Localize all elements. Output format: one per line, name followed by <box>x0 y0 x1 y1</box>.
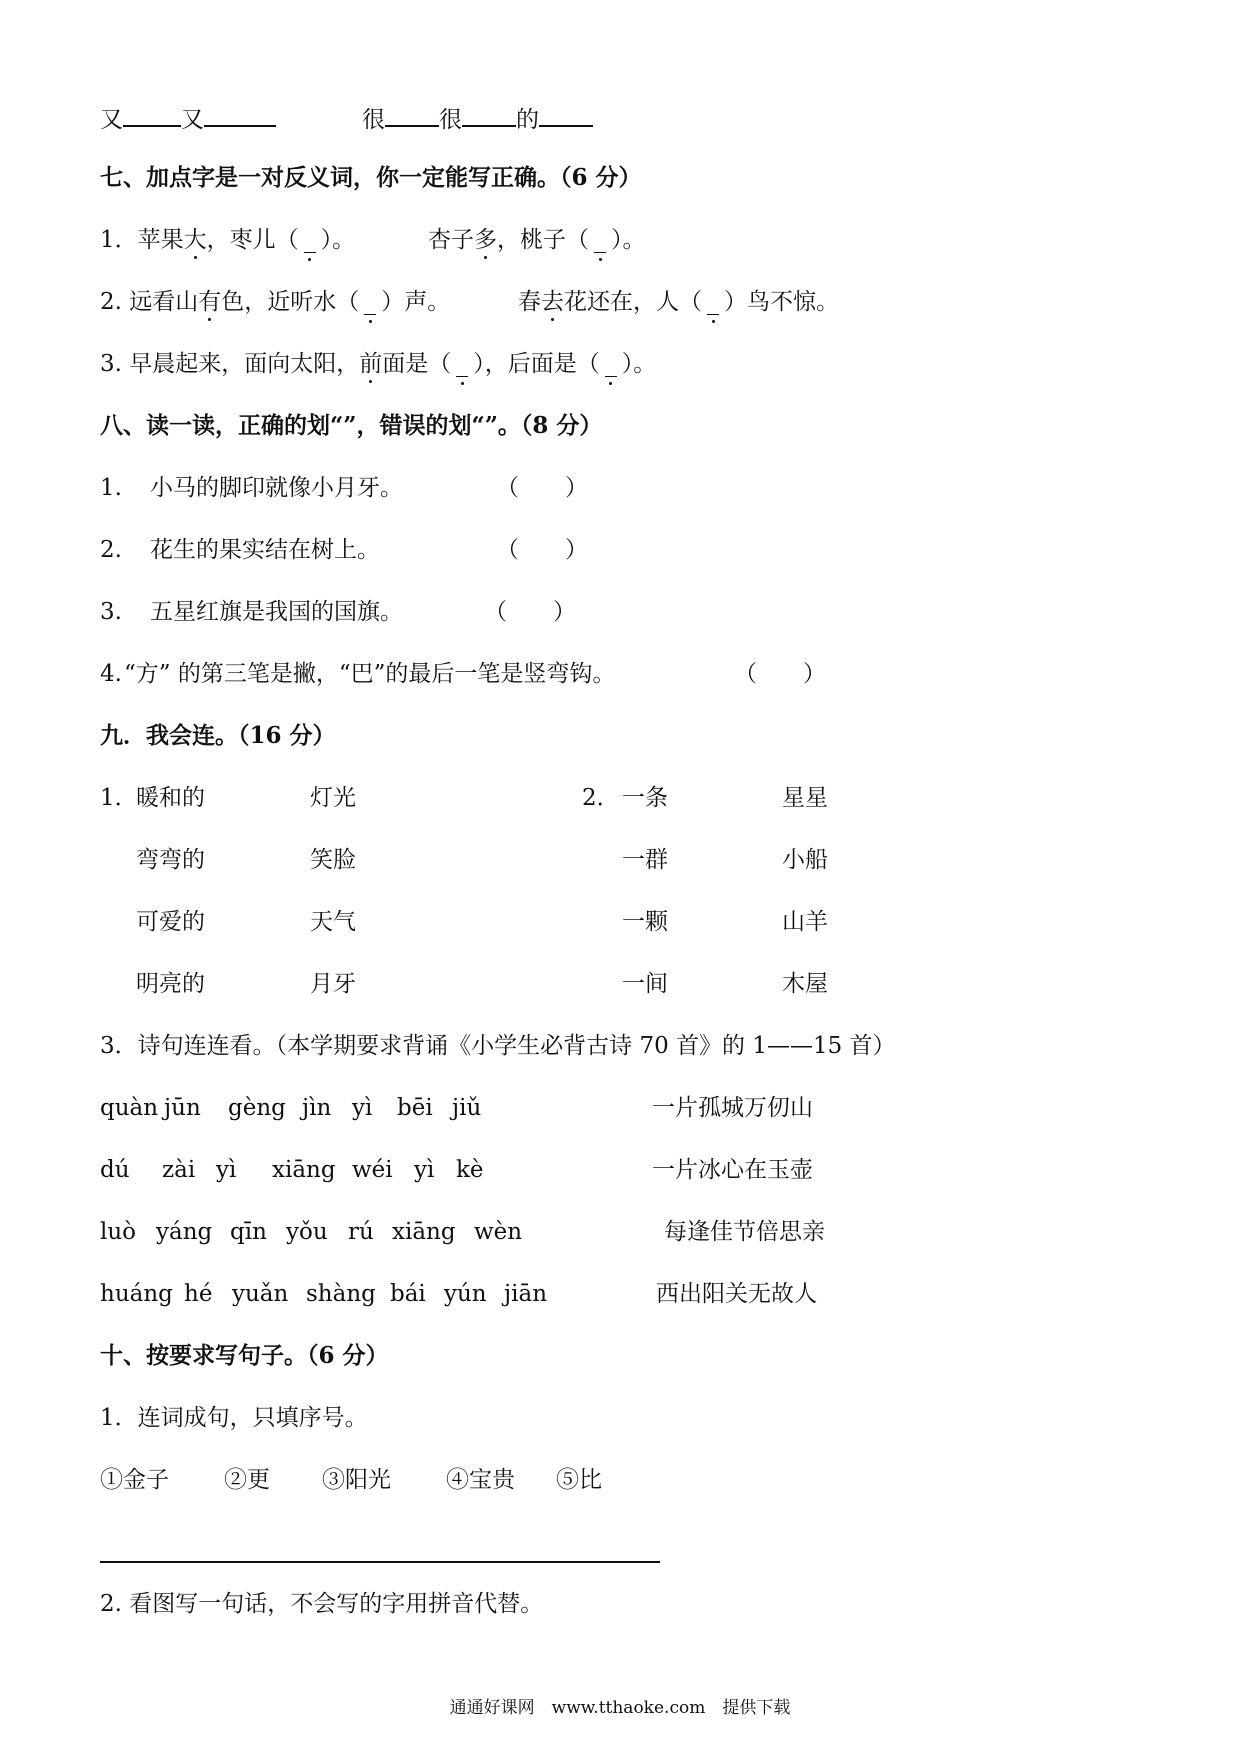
s8-item-number: 3. <box>100 599 122 625</box>
match-right-word[interactable]: 笑脸 <box>310 847 356 873</box>
text: 杏子 <box>428 227 474 253</box>
pinyin-syllable: gèng <box>228 1095 286 1121</box>
q-number: 2. <box>100 289 122 315</box>
poem-match-instruction: 3．诗句连连看。（本学期要求背诵《小学生必背古诗 70 首》的 1——15 首） <box>100 1033 896 1059</box>
section-8-title: 八、读一读，正确的划“”，错误的划“”。（8 分） <box>100 412 603 439</box>
match-right-word[interactable]: 天气 <box>310 909 356 935</box>
blank-1[interactable] <box>123 103 181 127</box>
match-left-word[interactable]: 一条 <box>622 785 668 811</box>
s10-question-1: 1．连词成句，只填序号。 <box>100 1405 368 1431</box>
pinyin-syllable: yuǎn <box>232 1281 289 1307</box>
pinyin-syllable: qīn <box>230 1219 267 1245</box>
char-hen-2: 很 <box>439 107 462 133</box>
text: ），后面是（ <box>473 351 600 377</box>
text: 远看山 <box>129 289 199 315</box>
pinyin-syllable: luò <box>100 1219 137 1245</box>
pinyin-syllable: hé <box>184 1281 213 1307</box>
q-number: 1． <box>100 227 138 253</box>
s8-answer-paren[interactable]: （ ） <box>496 537 588 563</box>
s8-answer-paren[interactable]: （ ） <box>734 661 826 687</box>
fill-in-line <box>100 103 276 135</box>
blank-4[interactable] <box>462 103 516 127</box>
section-10-title: 十、按要求写句子。（6 分） <box>100 1342 389 1369</box>
pinyin-syllable: yǒu <box>286 1219 328 1245</box>
match-left-word[interactable]: 一间 <box>622 971 668 997</box>
s7-question-2b <box>518 287 839 317</box>
pinyin-syllable: yì <box>352 1095 373 1121</box>
text: ，桃子（ <box>497 227 589 253</box>
pinyin-syllable: zài <box>162 1157 196 1183</box>
pinyin-syllable: quàn <box>100 1095 159 1121</box>
section-9-title: 九．我会连。（16 分） <box>100 722 336 749</box>
word-option: ⑤比 <box>556 1467 602 1493</box>
text: ）。 <box>611 227 646 253</box>
s8-item-text: 五星红旗是我国的国旗。 <box>150 599 403 625</box>
pinyin-syllable: yì <box>414 1157 435 1183</box>
pinyin-syllable: bái <box>390 1281 426 1307</box>
word-option: ③阳光 <box>322 1467 391 1493</box>
s8-item-number: 1. <box>100 475 122 501</box>
s8-item-text: 小马的脚印就像小月牙。 <box>150 475 403 501</box>
pinyin-syllable: jūn <box>164 1095 201 1121</box>
match-right-word[interactable]: 山羊 <box>782 909 828 935</box>
pinyin-syllable: jiǔ <box>452 1095 482 1121</box>
dotted-char: 有 <box>198 289 222 315</box>
text: ）。 <box>320 227 356 253</box>
pinyin-syllable: dú <box>100 1157 130 1183</box>
dotted-char: 前 <box>359 351 383 377</box>
pinyin-syllable: jiān <box>504 1281 548 1307</box>
match-right-word[interactable]: 灯光 <box>310 785 356 811</box>
verse-option[interactable]: 一片冰心在玉壶 <box>652 1157 813 1183</box>
answer-slot[interactable] <box>600 349 622 379</box>
pinyin-syllable: rú <box>348 1219 374 1245</box>
match-left-word[interactable]: 明亮的 <box>136 971 205 997</box>
pinyin-syllable: jìn <box>302 1095 332 1121</box>
answer-slot[interactable] <box>702 287 724 317</box>
text: ，枣儿（ <box>206 227 299 253</box>
pinyin-syllable: bēi <box>397 1095 433 1121</box>
match-left-word[interactable]: 一颗 <box>622 909 668 935</box>
word-option: ④宝贵 <box>446 1467 515 1493</box>
char-de: 的 <box>516 107 539 133</box>
pinyin-syllable: xiāng <box>392 1219 456 1245</box>
s10-question-2: 2. 看图写一句话，不会写的字用拼音代替。 <box>100 1591 544 1617</box>
match-group-1-number: 1． <box>100 785 138 811</box>
word-option: ①金子 <box>100 1467 169 1493</box>
text: 色，近听水（ <box>221 289 360 315</box>
s8-item-number: 2. <box>100 537 122 563</box>
char-hen-1: 很 <box>362 107 385 133</box>
pinyin-syllable: yáng <box>156 1219 213 1245</box>
s7-question-3 <box>100 349 656 379</box>
answer-line[interactable] <box>100 1561 660 1563</box>
text: 花还在，人（ <box>564 289 702 315</box>
answer-slot[interactable] <box>299 225 321 255</box>
pinyin-syllable: wèn <box>474 1219 523 1245</box>
match-left-word[interactable]: 一群 <box>622 847 668 873</box>
answer-slot[interactable] <box>359 287 381 317</box>
s8-answer-paren[interactable]: （ ） <box>496 475 588 501</box>
s7-question-2 <box>100 287 450 317</box>
s8-item-number: 4. <box>100 661 122 687</box>
dotted-char: 大 <box>183 227 207 253</box>
s7-question-1b <box>428 225 646 255</box>
answer-slot[interactable] <box>451 349 473 379</box>
word-option: ②更 <box>224 1467 270 1493</box>
dotted-char: 去 <box>541 289 564 315</box>
answer-slot[interactable] <box>589 225 611 255</box>
blank-2[interactable] <box>204 103 276 127</box>
match-left-word[interactable]: 弯弯的 <box>136 847 205 873</box>
section-7-title: 七、加点字是一对反义词，你一定能写正确。（6 分） <box>100 164 642 191</box>
pinyin-syllable: yún <box>444 1281 487 1307</box>
char-you-1: 又 <box>100 107 123 133</box>
match-right-word[interactable]: 木屋 <box>782 971 828 997</box>
match-left-word[interactable]: 可爱的 <box>136 909 205 935</box>
text: ）鸟不惊。 <box>724 289 839 315</box>
s8-item-text: 花生的果实结在树上。 <box>150 537 380 563</box>
blank-5[interactable] <box>539 103 593 127</box>
text: 苹果 <box>137 227 184 253</box>
verse-option[interactable]: 西出阳关无故人 <box>656 1281 817 1307</box>
footer-source: 通通好课网 www.tthaoke.com 提供下载 <box>449 1698 791 1718</box>
match-right-word[interactable]: 小船 <box>782 847 828 873</box>
text: ）声。 <box>381 289 451 315</box>
s8-answer-paren[interactable]: （ ） <box>484 599 576 625</box>
q-number: 3. <box>100 351 122 377</box>
fill-in-line-2 <box>362 103 593 135</box>
text: 面是（ <box>382 351 452 377</box>
match-right-word[interactable]: 星星 <box>782 785 828 811</box>
char-you-2: 又 <box>181 107 204 133</box>
pinyin-syllable: yì <box>216 1157 237 1183</box>
s7-question-1 <box>100 225 355 255</box>
blank-3[interactable] <box>385 103 439 127</box>
pinyin-syllable: wéi <box>352 1157 393 1183</box>
verse-option[interactable]: 一片孤城万仞山 <box>652 1095 813 1121</box>
verse-option[interactable]: 每逢佳节倍思亲 <box>664 1219 825 1245</box>
match-right-word[interactable]: 月牙 <box>310 971 356 997</box>
pinyin-syllable: kè <box>456 1157 484 1183</box>
pinyin-syllable: xiāng <box>272 1157 336 1183</box>
text: 春 <box>518 289 541 315</box>
pinyin-syllable: shàng <box>306 1281 376 1307</box>
pinyin-syllable: huáng <box>100 1281 173 1307</box>
dotted-char: 多 <box>474 227 497 253</box>
match-left-word[interactable]: 暖和的 <box>136 785 205 811</box>
match-group-2-number: 2． <box>582 785 620 811</box>
text: 早晨起来，面向太阳， <box>129 351 360 377</box>
s8-item-text: “方” 的第三笔是撇，“巴”的最后一笔是竖弯钩。 <box>124 661 616 687</box>
text: ）。 <box>621 351 657 377</box>
